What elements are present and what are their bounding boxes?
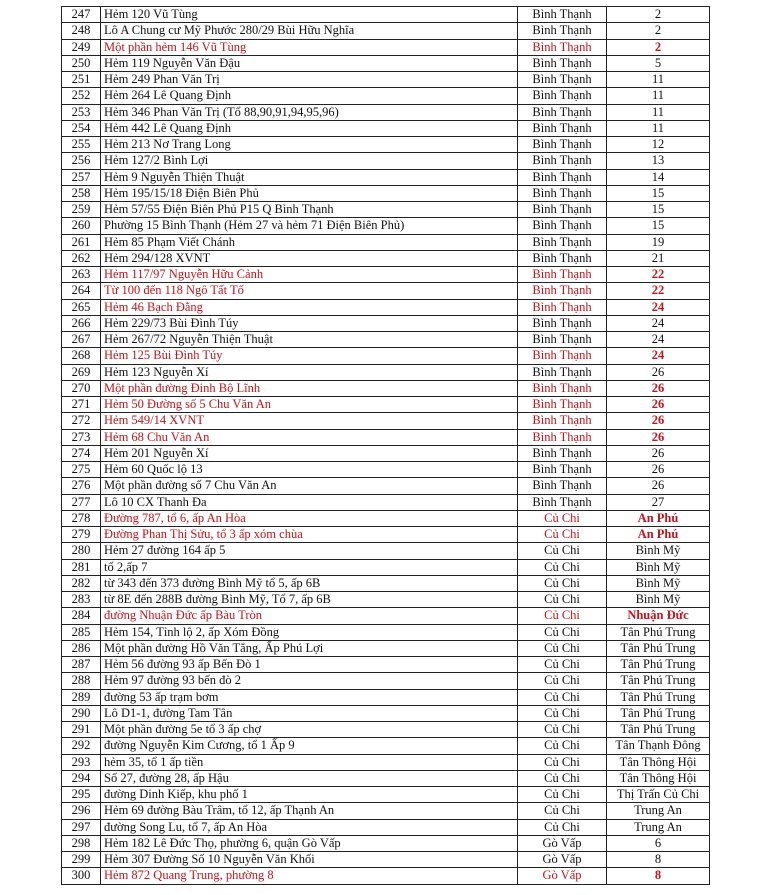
table-row xyxy=(62,657,710,673)
table-row xyxy=(62,380,710,396)
row-number-cell: 250 xyxy=(62,55,101,71)
location-name-cell: tổ 2,ấp 7 xyxy=(101,559,518,575)
row-number-cell: 278 xyxy=(62,510,101,526)
district-cell: Bình Thạnh xyxy=(518,7,607,23)
row-number-cell: 294 xyxy=(62,770,101,786)
table-row xyxy=(62,543,710,559)
ward-cell: 11 xyxy=(607,72,710,88)
ward-cell: Tân Phú Trung xyxy=(607,673,710,689)
location-name-cell: Lô A Chung cư Mỹ Phước 280/29 Bùi Hữu Nghĩa xyxy=(101,23,518,39)
table-row xyxy=(62,120,710,136)
table-row xyxy=(62,23,710,39)
ward-cell: 12 xyxy=(607,137,710,153)
table-row xyxy=(62,397,710,413)
row-number-cell: 272 xyxy=(62,413,101,429)
location-name-cell: Hẻm 57/55 Điện Biên Phủ P15 Q Bình Thạnh xyxy=(101,202,518,218)
table-row xyxy=(62,137,710,153)
table-row xyxy=(62,88,710,104)
ward-cell: Nhuận Đức xyxy=(607,608,710,624)
ward-cell: 24 xyxy=(607,299,710,315)
ward-cell: Tân Phú Trung xyxy=(607,705,710,721)
district-cell: Bình Thạnh xyxy=(518,153,607,169)
location-name-cell: Hẻm 60 Quốc lộ 13 xyxy=(101,462,518,478)
table-row xyxy=(62,510,710,526)
row-number-cell: 270 xyxy=(62,380,101,396)
district-cell: Bình Thạnh xyxy=(518,250,607,266)
location-name-cell: Hẻm 46 Bạch Đằng xyxy=(101,299,518,315)
location-name-cell: Đường Phan Thị Sửu, tổ 3 ấp xóm chùa xyxy=(101,527,518,543)
ward-cell: 15 xyxy=(607,202,710,218)
table-row xyxy=(62,754,710,770)
table-row xyxy=(62,608,710,624)
row-number-cell: 280 xyxy=(62,543,101,559)
district-cell: Củ Chi xyxy=(518,657,607,673)
location-name-cell: Hẻm 201 Nguyễn Xí xyxy=(101,445,518,461)
row-number-cell: 277 xyxy=(62,494,101,510)
row-number-cell: 266 xyxy=(62,315,101,331)
location-name-cell: đường Nhuận Đức ấp Bàu Tròn xyxy=(101,608,518,624)
location-name-cell: Hẻm 307 Đường Số 10 Nguyễn Văn Khối xyxy=(101,852,518,868)
row-number-cell: 259 xyxy=(62,202,101,218)
ward-cell: Tân Phú Trung xyxy=(607,657,710,673)
table-row xyxy=(62,39,710,55)
location-name-cell: Hẻm 9 Nguyễn Thiện Thuật xyxy=(101,169,518,185)
ward-cell: Thị Trấn Củ Chi xyxy=(607,787,710,803)
district-cell: Bình Thạnh xyxy=(518,429,607,445)
location-name-cell: Hẻm 97 đường 93 bến đò 2 xyxy=(101,673,518,689)
district-cell: Bình Thạnh xyxy=(518,445,607,461)
row-number-cell: 284 xyxy=(62,608,101,624)
table-row xyxy=(62,315,710,331)
district-cell: Bình Thạnh xyxy=(518,397,607,413)
table-row xyxy=(62,868,710,884)
district-cell: Bình Thạnh xyxy=(518,88,607,104)
district-cell: Bình Thạnh xyxy=(518,413,607,429)
table-row xyxy=(62,575,710,591)
ward-cell: 24 xyxy=(607,332,710,348)
table-row xyxy=(62,104,710,120)
district-cell: Củ Chi xyxy=(518,543,607,559)
locations-table xyxy=(61,6,710,885)
table-row xyxy=(62,202,710,218)
row-number-cell: 271 xyxy=(62,397,101,413)
ward-cell: 26 xyxy=(607,462,710,478)
row-number-cell: 276 xyxy=(62,478,101,494)
district-cell: Củ Chi xyxy=(518,673,607,689)
district-cell: Củ Chi xyxy=(518,608,607,624)
district-cell: Củ Chi xyxy=(518,803,607,819)
row-number-cell: 289 xyxy=(62,689,101,705)
location-name-cell: Hẻm 872 Quang Trung, phường 8 xyxy=(101,868,518,884)
table-row xyxy=(62,738,710,754)
ward-cell: 26 xyxy=(607,413,710,429)
row-number-cell: 252 xyxy=(62,88,101,104)
location-name-cell: Hẻm 85 Phạm Viết Chánh xyxy=(101,234,518,250)
ward-cell: 27 xyxy=(607,494,710,510)
ward-cell: Bình Mỹ xyxy=(607,592,710,608)
table-row xyxy=(62,803,710,819)
row-number-cell: 247 xyxy=(62,7,101,23)
table-row xyxy=(62,770,710,786)
location-name-cell: Hẻm 127/2 Bình Lợi xyxy=(101,153,518,169)
table-row xyxy=(62,364,710,380)
district-cell: Bình Thạnh xyxy=(518,380,607,396)
row-number-cell: 248 xyxy=(62,23,101,39)
table-row xyxy=(62,462,710,478)
district-cell: Củ Chi xyxy=(518,722,607,738)
district-cell: Củ Chi xyxy=(518,624,607,640)
table-row xyxy=(62,445,710,461)
ward-cell: 2 xyxy=(607,39,710,55)
row-number-cell: 279 xyxy=(62,527,101,543)
location-name-cell: Một phần đường Hồ Văn Tắng, Ấp Phú Lợi xyxy=(101,640,518,656)
location-name-cell: Một phần đường Đinh Bộ Lĩnh xyxy=(101,380,518,396)
district-cell: Bình Thạnh xyxy=(518,218,607,234)
ward-cell: Bình Mỹ xyxy=(607,559,710,575)
ward-cell: 19 xyxy=(607,234,710,250)
district-cell: Củ Chi xyxy=(518,592,607,608)
location-name-cell: Hẻm 68 Chu Văn An xyxy=(101,429,518,445)
table-row xyxy=(62,429,710,445)
row-number-cell: 292 xyxy=(62,738,101,754)
row-number-cell: 258 xyxy=(62,185,101,201)
district-cell: Bình Thạnh xyxy=(518,23,607,39)
ward-cell: Tân Phú Trung xyxy=(607,640,710,656)
ward-cell: Tân Thạnh Đông xyxy=(607,738,710,754)
location-name-cell: Hẻm 123 Nguyễn Xí xyxy=(101,364,518,380)
location-name-cell: Hẻm 229/73 Bùi Đình Túy xyxy=(101,315,518,331)
district-cell: Bình Thạnh xyxy=(518,202,607,218)
row-number-cell: 263 xyxy=(62,267,101,283)
table-row xyxy=(62,640,710,656)
row-number-cell: 254 xyxy=(62,120,101,136)
district-cell: Củ Chi xyxy=(518,640,607,656)
district-cell: Củ Chi xyxy=(518,575,607,591)
location-name-cell: đường Song Lu, tổ 7, ấp An Hòa xyxy=(101,819,518,835)
table-row xyxy=(62,673,710,689)
district-cell: Gò Vấp xyxy=(518,852,607,868)
district-cell: Bình Thạnh xyxy=(518,348,607,364)
table-row xyxy=(62,478,710,494)
district-cell: Bình Thạnh xyxy=(518,39,607,55)
row-number-cell: 251 xyxy=(62,72,101,88)
location-name-cell: Hẻm 119 Nguyễn Văn Đậu xyxy=(101,55,518,71)
row-number-cell: 290 xyxy=(62,705,101,721)
ward-cell: 24 xyxy=(607,315,710,331)
row-number-cell: 283 xyxy=(62,592,101,608)
row-number-cell: 249 xyxy=(62,39,101,55)
location-name-cell: Hẻm 195/15/18 Điện Biên Phủ xyxy=(101,185,518,201)
row-number-cell: 281 xyxy=(62,559,101,575)
location-name-cell: Hẻm 117/97 Nguyễn Hữu Cảnh xyxy=(101,267,518,283)
row-number-cell: 256 xyxy=(62,153,101,169)
ward-cell: 26 xyxy=(607,429,710,445)
row-number-cell: 293 xyxy=(62,754,101,770)
location-name-cell: đường 53 ấp trạm bơm xyxy=(101,689,518,705)
ward-cell: An Phú xyxy=(607,510,710,526)
location-name-cell: Hẻm 27 đường 164 ấp 5 xyxy=(101,543,518,559)
row-number-cell: 261 xyxy=(62,234,101,250)
ward-cell: Tân Phú Trung xyxy=(607,722,710,738)
row-number-cell: 274 xyxy=(62,445,101,461)
row-number-cell: 285 xyxy=(62,624,101,640)
district-cell: Củ Chi xyxy=(518,770,607,786)
table-row xyxy=(62,705,710,721)
table-row xyxy=(62,819,710,835)
location-name-cell: Hẻm 294/128 XVNT xyxy=(101,250,518,266)
ward-cell: 5 xyxy=(607,55,710,71)
table-row xyxy=(62,722,710,738)
row-number-cell: 273 xyxy=(62,429,101,445)
row-number-cell: 268 xyxy=(62,348,101,364)
district-cell: Bình Thạnh xyxy=(518,137,607,153)
row-number-cell: 299 xyxy=(62,852,101,868)
row-number-cell: 286 xyxy=(62,640,101,656)
district-cell: Bình Thạnh xyxy=(518,315,607,331)
district-cell: Củ Chi xyxy=(518,754,607,770)
row-number-cell: 262 xyxy=(62,250,101,266)
row-number-cell: 265 xyxy=(62,299,101,315)
ward-cell: 14 xyxy=(607,169,710,185)
row-number-cell: 255 xyxy=(62,137,101,153)
district-cell: Củ Chi xyxy=(518,510,607,526)
table-row xyxy=(62,348,710,364)
ward-cell: 6 xyxy=(607,835,710,851)
location-name-cell: Một phần đường số 7 Chu Văn An xyxy=(101,478,518,494)
location-name-cell: Hẻm 125 Bùi Đình Túy xyxy=(101,348,518,364)
location-name-cell: hẻm 35, tổ 1 ấp tiền xyxy=(101,754,518,770)
row-number-cell: 264 xyxy=(62,283,101,299)
location-name-cell: đường Nguyễn Kim Cương, tổ 1 Ấp 9 xyxy=(101,738,518,754)
table-row xyxy=(62,413,710,429)
ward-cell: Bình Mỹ xyxy=(607,543,710,559)
table-row xyxy=(62,283,710,299)
table-row xyxy=(62,835,710,851)
row-number-cell: 288 xyxy=(62,673,101,689)
district-cell: Củ Chi xyxy=(518,527,607,543)
location-name-cell: từ 343 đến 373 đường Bình Mỹ tổ 5, ấp 6B xyxy=(101,575,518,591)
district-cell: Bình Thạnh xyxy=(518,104,607,120)
row-number-cell: 295 xyxy=(62,787,101,803)
ward-cell: Tân Thông Hội xyxy=(607,770,710,786)
table-row xyxy=(62,527,710,543)
table-row xyxy=(62,234,710,250)
row-number-cell: 267 xyxy=(62,332,101,348)
table-row xyxy=(62,299,710,315)
table-row xyxy=(62,169,710,185)
ward-cell: 15 xyxy=(607,218,710,234)
ward-cell: 2 xyxy=(607,7,710,23)
row-number-cell: 257 xyxy=(62,169,101,185)
row-number-cell: 253 xyxy=(62,104,101,120)
location-name-cell: Hẻm 154, Tỉnh lộ 2, ấp Xóm Đồng xyxy=(101,624,518,640)
location-name-cell: Hẻm 267/72 Nguyễn Thiện Thuật xyxy=(101,332,518,348)
ward-cell: Bình Mỹ xyxy=(607,575,710,591)
location-name-cell: Một phần hẻm 146 Vũ Tùng xyxy=(101,39,518,55)
district-cell: Bình Thạnh xyxy=(518,299,607,315)
district-cell: Gò Vấp xyxy=(518,835,607,851)
row-number-cell: 297 xyxy=(62,819,101,835)
ward-cell: Tân Thông Hội xyxy=(607,754,710,770)
ward-cell: Tân Phú Trung xyxy=(607,689,710,705)
location-name-cell: Hẻm 346 Phan Văn Trị (Tổ 88,90,91,94,95,96) xyxy=(101,104,518,120)
district-cell: Củ Chi xyxy=(518,738,607,754)
district-cell: Bình Thạnh xyxy=(518,72,607,88)
location-name-cell: Hẻm 69 đường Bàu Trâm, tổ 12, ấp Thạnh An xyxy=(101,803,518,819)
ward-cell: 21 xyxy=(607,250,710,266)
district-cell: Củ Chi xyxy=(518,787,607,803)
table-row xyxy=(62,332,710,348)
table-row xyxy=(62,55,710,71)
table-row xyxy=(62,185,710,201)
location-name-cell: đường Dinh Kiếp, khu phố 1 xyxy=(101,787,518,803)
ward-cell: Trung An xyxy=(607,819,710,835)
location-name-cell: Hẻm 249 Phan Văn Trị xyxy=(101,72,518,88)
location-name-cell: Một phần đường 5e tổ 3 ấp chợ xyxy=(101,722,518,738)
district-cell: Bình Thạnh xyxy=(518,364,607,380)
table-row xyxy=(62,267,710,283)
row-number-cell: 260 xyxy=(62,218,101,234)
district-cell: Bình Thạnh xyxy=(518,55,607,71)
ward-cell: 8 xyxy=(607,868,710,884)
district-cell: Bình Thạnh xyxy=(518,234,607,250)
row-number-cell: 282 xyxy=(62,575,101,591)
table-row xyxy=(62,592,710,608)
row-number-cell: 298 xyxy=(62,835,101,851)
district-cell: Bình Thạnh xyxy=(518,120,607,136)
table-row xyxy=(62,559,710,575)
ward-cell: 26 xyxy=(607,397,710,413)
ward-cell: 26 xyxy=(607,445,710,461)
district-cell: Củ Chi xyxy=(518,705,607,721)
ward-cell: 26 xyxy=(607,478,710,494)
district-cell: Bình Thạnh xyxy=(518,478,607,494)
location-name-cell: Hẻm 50 Đường số 5 Chu Văn An xyxy=(101,397,518,413)
ward-cell: 26 xyxy=(607,380,710,396)
location-name-cell: Số 27, đường 28, ấp Hậu xyxy=(101,770,518,786)
ward-cell: 11 xyxy=(607,104,710,120)
ward-cell: 2 xyxy=(607,23,710,39)
table-row xyxy=(62,624,710,640)
table-row xyxy=(62,72,710,88)
district-cell: Bình Thạnh xyxy=(518,267,607,283)
ward-cell: 13 xyxy=(607,153,710,169)
district-cell: Củ Chi xyxy=(518,689,607,705)
location-name-cell: Hẻm 442 Lê Quang Định xyxy=(101,120,518,136)
ward-cell: Trung An xyxy=(607,803,710,819)
district-cell: Bình Thạnh xyxy=(518,283,607,299)
location-name-cell: Hẻm 213 Nơ Trang Long xyxy=(101,137,518,153)
row-number-cell: 287 xyxy=(62,657,101,673)
table-row xyxy=(62,153,710,169)
ward-cell: 24 xyxy=(607,348,710,364)
location-name-cell: Hẻm 264 Lê Quang Định xyxy=(101,88,518,104)
district-cell: Bình Thạnh xyxy=(518,169,607,185)
table-row xyxy=(62,689,710,705)
ward-cell: 26 xyxy=(607,364,710,380)
row-number-cell: 269 xyxy=(62,364,101,380)
ward-cell: 11 xyxy=(607,120,710,136)
table-row xyxy=(62,852,710,868)
district-cell: Gò Vấp xyxy=(518,868,607,884)
district-cell: Bình Thạnh xyxy=(518,332,607,348)
district-cell: Củ Chi xyxy=(518,819,607,835)
row-number-cell: 291 xyxy=(62,722,101,738)
location-name-cell: Lô 10 CX Thanh Đa xyxy=(101,494,518,510)
table-row xyxy=(62,494,710,510)
location-name-cell: Hẻm 549/14 XVNT xyxy=(101,413,518,429)
ward-cell: 22 xyxy=(607,283,710,299)
location-name-cell: Hẻm 182 Lê Đức Thọ, phường 6, quận Gò Vấp xyxy=(101,835,518,851)
location-name-cell: Từ 100 đến 118 Ngô Tất Tố xyxy=(101,283,518,299)
location-name-cell: Phường 15 Bình Thạnh (Hẻm 27 và hẻm 71 Điện Biên Phủ) xyxy=(101,218,518,234)
table-row xyxy=(62,218,710,234)
ward-cell: Tân Phú Trung xyxy=(607,624,710,640)
ward-cell: 11 xyxy=(607,88,710,104)
location-name-cell: Đường 787, tổ 6, ấp An Hòa xyxy=(101,510,518,526)
location-name-cell: từ 8E đến 288B đường Bình Mỹ, Tổ 7, ấp 6B xyxy=(101,592,518,608)
district-cell: Bình Thạnh xyxy=(518,494,607,510)
table-row xyxy=(62,250,710,266)
table-row xyxy=(62,787,710,803)
ward-cell: 15 xyxy=(607,185,710,201)
district-cell: Củ Chi xyxy=(518,559,607,575)
row-number-cell: 296 xyxy=(62,803,101,819)
row-number-cell: 275 xyxy=(62,462,101,478)
ward-cell: 22 xyxy=(607,267,710,283)
district-cell: Bình Thạnh xyxy=(518,185,607,201)
row-number-cell: 300 xyxy=(62,868,101,884)
location-name-cell: Hẻm 120 Vũ Tùng xyxy=(101,7,518,23)
table-row xyxy=(62,7,710,23)
ward-cell: An Phú xyxy=(607,527,710,543)
location-name-cell: Lô D1-1, đường Tam Tân xyxy=(101,705,518,721)
district-cell: Bình Thạnh xyxy=(518,462,607,478)
locations-table-body xyxy=(62,7,710,885)
location-name-cell: Hẻm 56 đường 93 ấp Bến Đò 1 xyxy=(101,657,518,673)
ward-cell: 8 xyxy=(607,852,710,868)
